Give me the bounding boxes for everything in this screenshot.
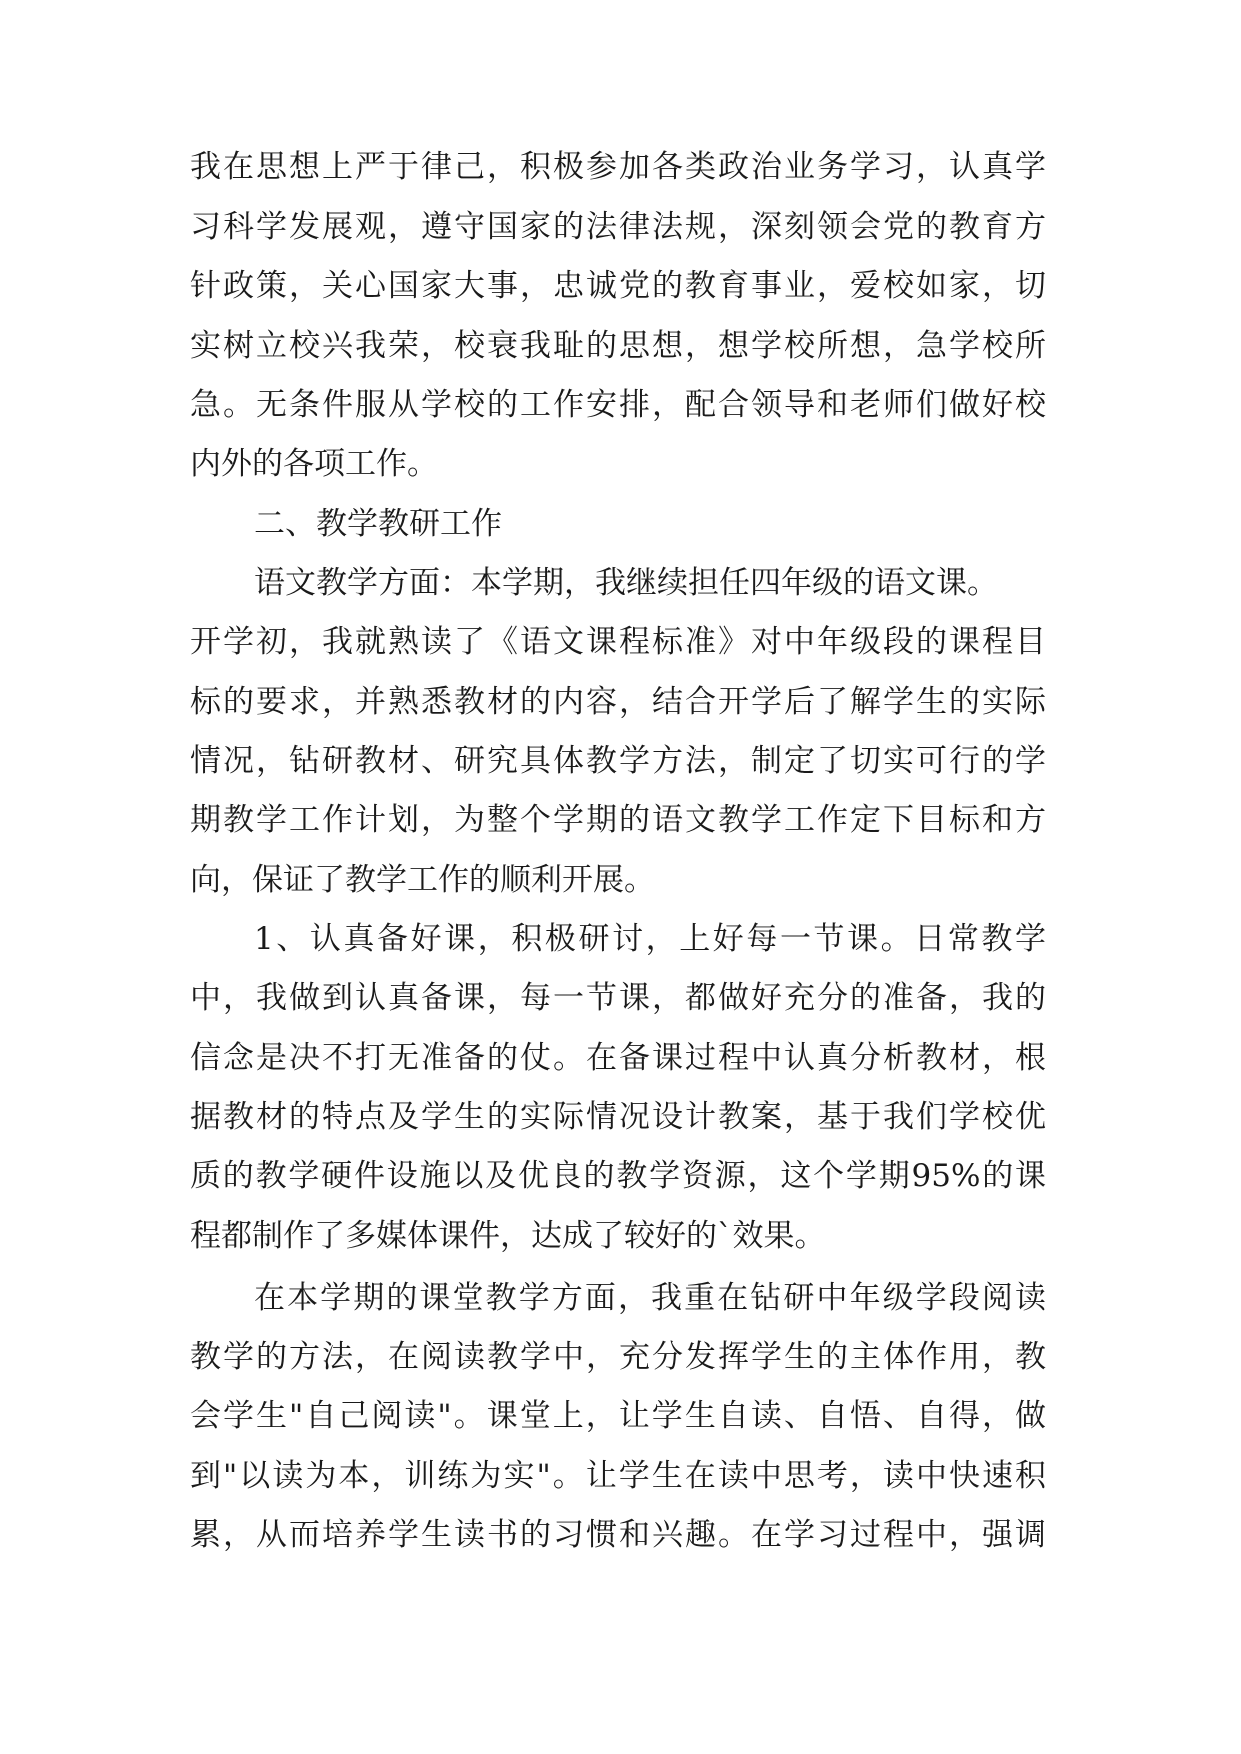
paragraph-line: 开学初，我就熟读了《语文课程标准》对中年级段的课程目 [190,624,1046,660]
paragraph-line: 内外的各项工作。 [190,446,438,482]
paragraph-line: 会学生"自己阅读"。课堂上，让学生自读、自悟、自得，做 [190,1398,1046,1434]
paragraph-line: 质的教学硬件设施以及优良的教学资源，这个学期95%的课 [190,1158,1046,1194]
paragraph-line: 标的要求，并熟悉教材的内容，结合开学后了解学生的实际 [190,684,1046,720]
paragraph-line: 实树立校兴我荣，校衰我耻的思想，想学校所想，急学校所 [190,328,1046,364]
paragraph-line: 情况，钻研教材、研究具体教学方法，制定了切实可行的学 [190,743,1046,779]
paragraph-line: 急。无条件服从学校的工作安排，配合领导和老师们做好校 [190,387,1046,423]
paragraph-line: 期教学工作计划，为整个学期的语文教学工作定下目标和方 [190,802,1046,838]
paragraph-line: 累，从而培养学生读书的习惯和兴趣。在学习过程中，强调 [190,1517,1046,1553]
paragraph-line: 1、认真备好课，积极研讨，上好每一节课。日常教学 [254,921,1046,957]
paragraph-line: 习科学发展观，遵守国家的法律法规，深刻领会党的教育方 [190,209,1046,245]
paragraph-line: 到"以读为本，训练为实"。让学生在读中思考，读中快速积 [190,1458,1046,1494]
paragraph-line: 中，我做到认真备课，每一节课，都做好充分的准备，我的 [190,980,1046,1016]
paragraph-line: 我在思想上严于律己，积极参加各类政治业务学习，认真学 [190,149,1046,185]
paragraph-line: 信念是决不打无准备的仗。在备课过程中认真分析教材，根 [190,1040,1046,1076]
paragraph-line: 在本学期的课堂教学方面，我重在钻研中年级学段阅读 [254,1280,1046,1316]
paragraph-line: 程都制作了多媒体课件，达成了较好的`效果。 [190,1218,826,1254]
paragraph-line: 教学的方法，在阅读教学中，充分发挥学生的主体作用，教 [190,1339,1046,1375]
paragraph-line: 向，保证了教学工作的顺利开展。 [190,862,655,898]
paragraph-line: 据教材的特点及学生的实际情况设计教案，基于我们学校优 [190,1099,1046,1135]
paragraph-line: 针政策，关心国家大事，忠诚党的教育事业，爱校如家，切 [190,268,1046,304]
section-heading: 二、教学教研工作 [254,506,502,542]
paragraph-line: 语文教学方面：本学期，我继续担任四年级的语文课。 [254,565,998,601]
